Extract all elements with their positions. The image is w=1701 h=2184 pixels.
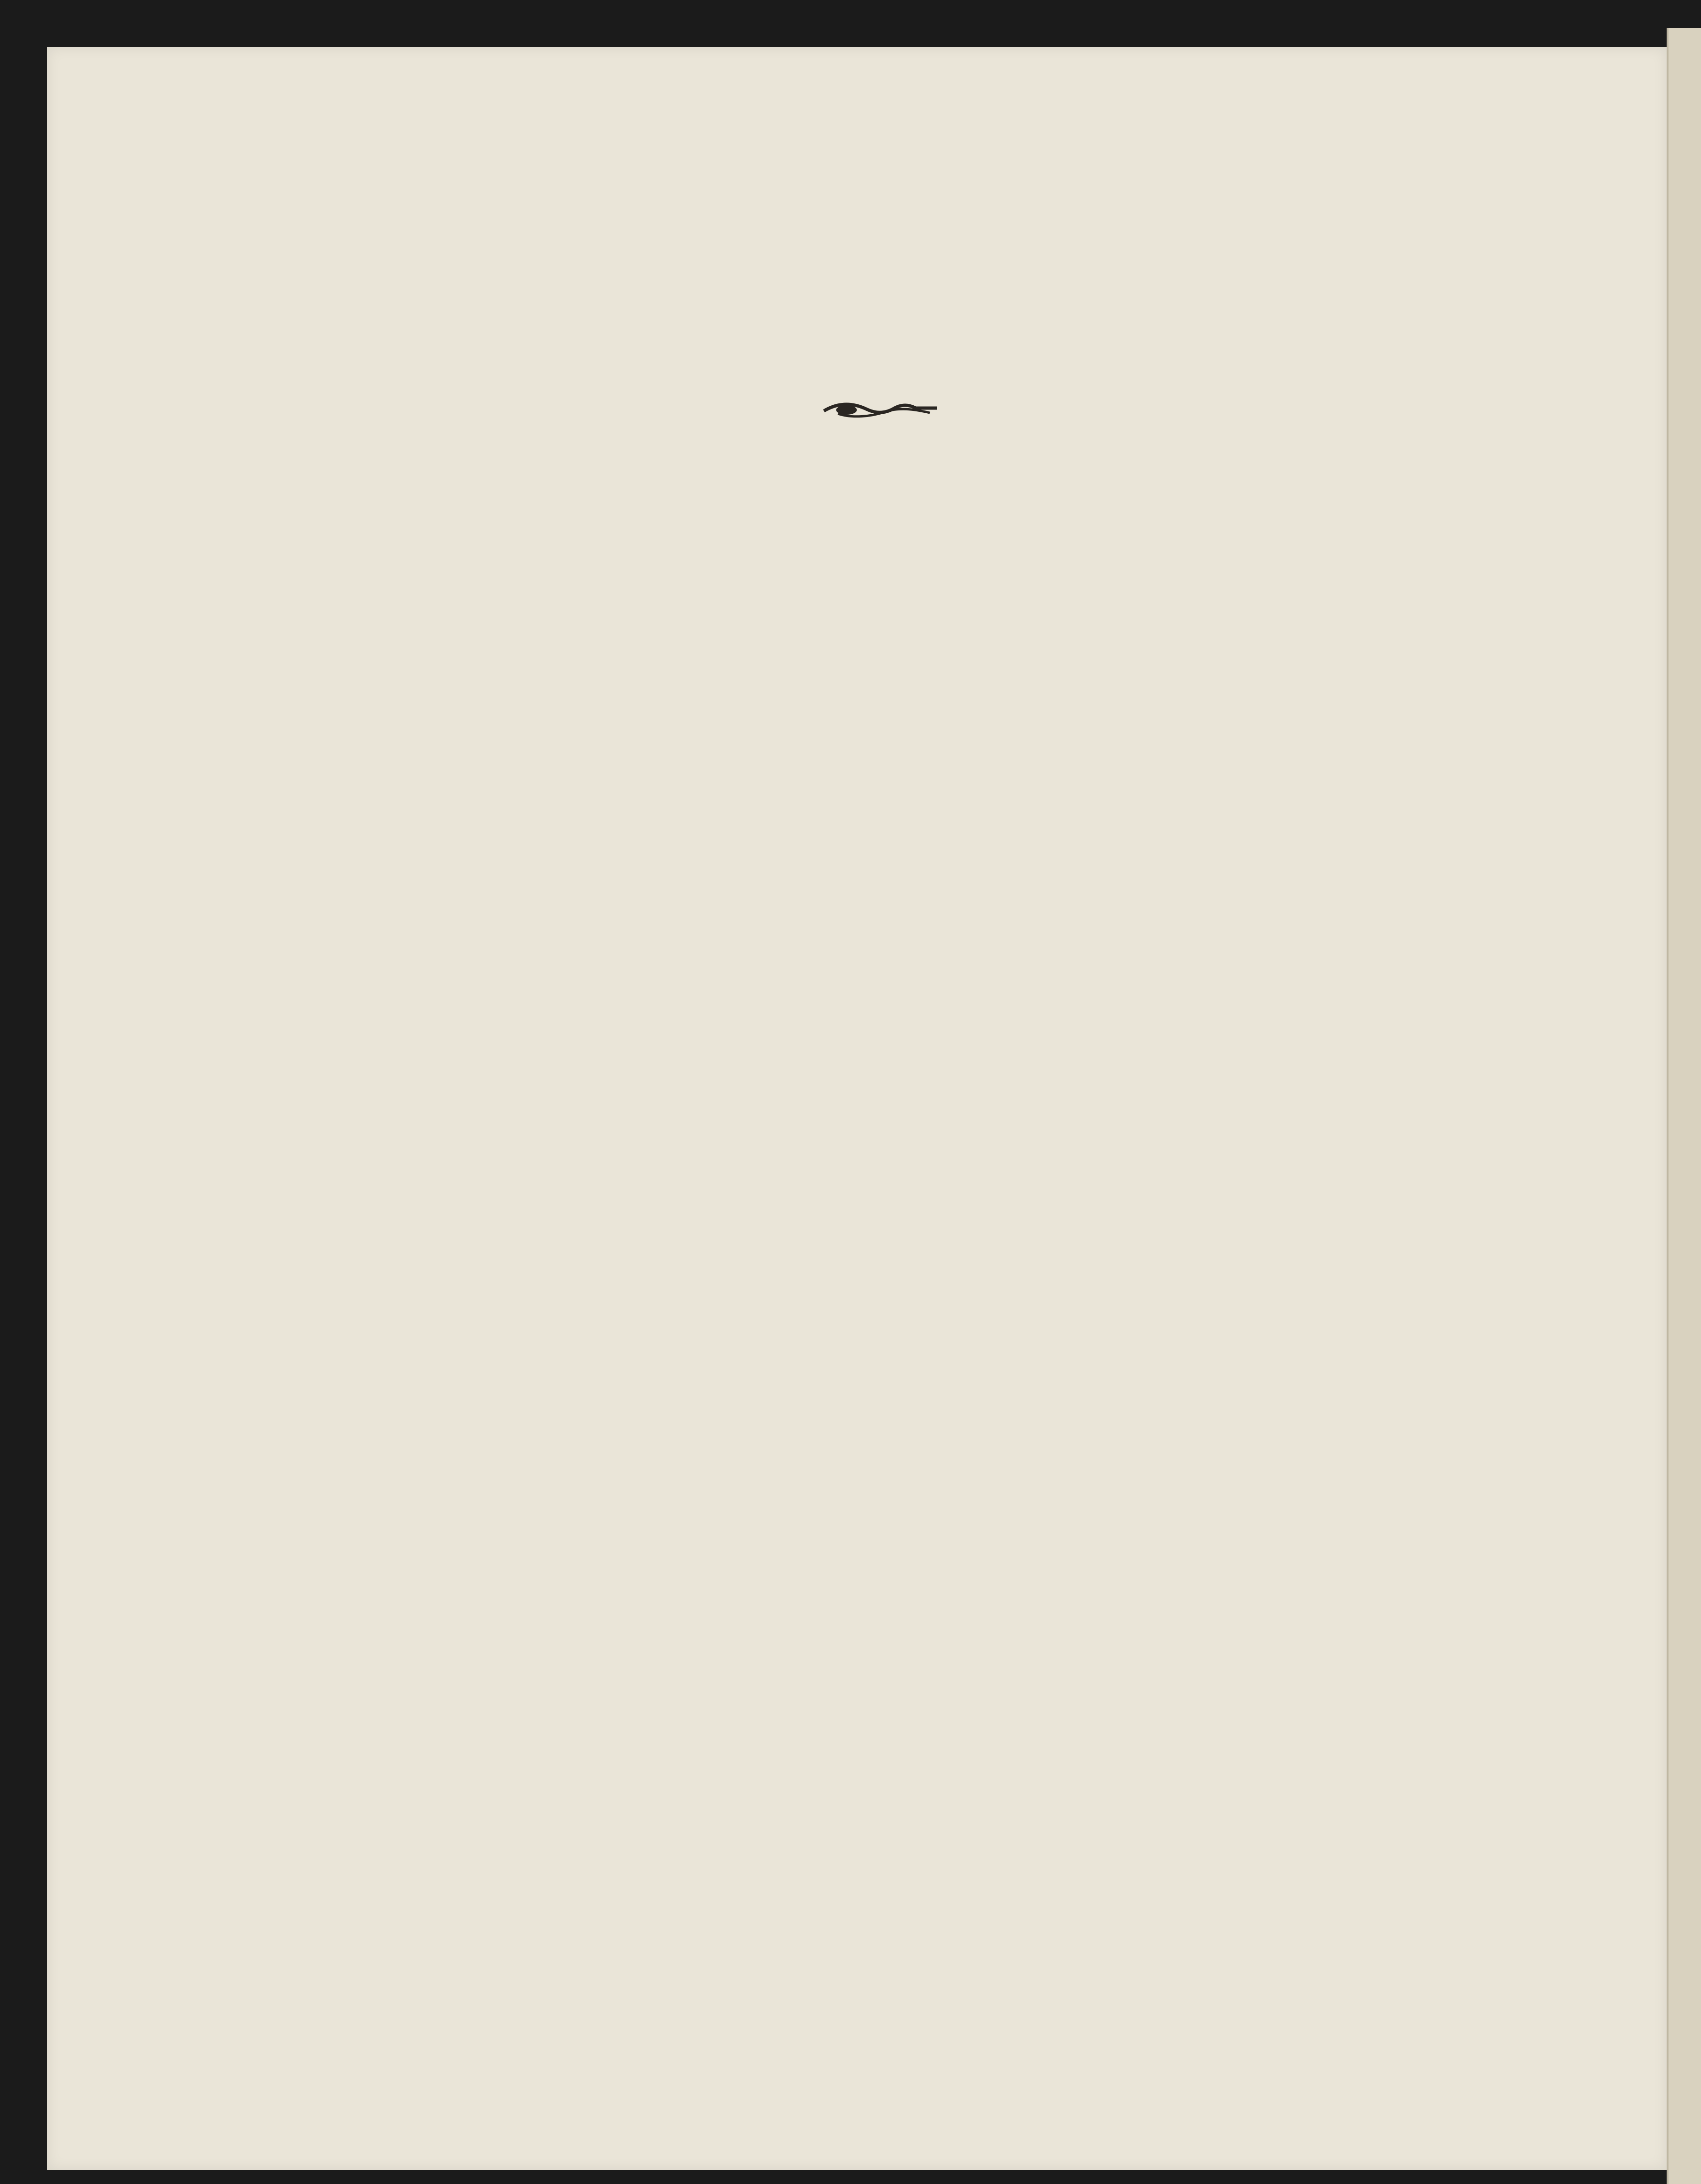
text-line: [1255, 988, 1542, 1016]
text-line: [241, 1205, 531, 1232]
text-line: [241, 1259, 531, 1286]
text-line: [239, 1720, 877, 1748]
text-line: [906, 1883, 1542, 1910]
text-line: [575, 1030, 1211, 1058]
text-line: [1255, 1530, 1542, 1557]
text-line: [1255, 1503, 1542, 1530]
text-line: [241, 934, 531, 962]
text-line: [241, 1124, 531, 1151]
text-line: [241, 1286, 531, 1314]
text-line: [575, 1058, 1211, 1085]
text-line: [239, 583, 877, 610]
text-line: [239, 1964, 877, 1991]
text-line: [1255, 907, 1542, 935]
text-line: [1255, 1232, 1542, 1260]
text-line: [241, 745, 531, 772]
text-line: [1255, 637, 1542, 664]
text-line: [575, 891, 1211, 919]
text-line: [241, 1557, 531, 1584]
text-line: [1255, 934, 1542, 962]
junior-copy-text: [575, 1158, 1211, 1297]
text-line: [239, 1666, 877, 1694]
text-line: [1255, 610, 1542, 637]
text-line: [1255, 664, 1542, 691]
text-line: [575, 1158, 1211, 1186]
text-line: [241, 1016, 531, 1043]
text-line: [1255, 1449, 1542, 1476]
text-line: [575, 863, 1211, 891]
text-line: [1255, 1070, 1542, 1097]
text-line: [906, 555, 1542, 583]
text-line: [241, 853, 531, 881]
top-right-column: [906, 447, 1542, 610]
text-line: [241, 1178, 531, 1205]
text-line: [241, 691, 531, 718]
text-line: [239, 1829, 877, 1856]
text-line: [575, 1241, 1211, 1269]
text-line: [1255, 1151, 1542, 1178]
text-line: [575, 1213, 1211, 1241]
text-line: [1255, 1124, 1542, 1151]
text-line: [906, 1937, 1542, 1964]
text-line: [575, 1002, 1211, 1030]
text-line: [906, 1855, 1542, 1883]
text-line: [241, 637, 531, 664]
text-line: [241, 962, 531, 989]
intro-paragraph: [239, 447, 877, 610]
text-line: [239, 1639, 877, 1666]
right-narrow-column: [1255, 610, 1542, 1638]
text-line: [906, 1666, 1542, 1694]
text-line: [241, 772, 531, 799]
text-line: [241, 988, 531, 1016]
adjacent-page-edge: [1667, 28, 1701, 2184]
text-line: [906, 1801, 1542, 1829]
bottom-right-column: [906, 1639, 1542, 1991]
text-line: [241, 718, 531, 745]
text-line: [241, 1503, 531, 1530]
text-line: [239, 529, 877, 556]
text-line: [1255, 1097, 1542, 1124]
text-line: [239, 1774, 877, 1802]
text-line: [906, 447, 1542, 474]
text-line: [239, 1747, 877, 1774]
text-line: [241, 1043, 531, 1070]
text-line: [1255, 1205, 1542, 1232]
text-line: [575, 1269, 1211, 1297]
text-line: [324, 501, 877, 529]
text-line: [241, 1097, 531, 1124]
text-line: [239, 1883, 877, 1910]
text-line: [1255, 772, 1542, 799]
text-line: [906, 583, 1542, 610]
text-line: [906, 1829, 1542, 1856]
text-line: [1255, 1476, 1542, 1503]
text-line: [575, 1186, 1211, 1213]
text-line: [239, 1937, 877, 1964]
text-line: [1255, 1367, 1542, 1395]
text-line: [241, 1367, 531, 1395]
text-line: [241, 1151, 531, 1178]
text-line: [1255, 1286, 1542, 1314]
text-line: [241, 880, 531, 907]
text-line: [241, 1313, 531, 1341]
text-line: [1255, 1395, 1542, 1422]
text-line: [241, 1530, 531, 1557]
text-line: [241, 826, 531, 853]
text-line: [575, 974, 1211, 1002]
text-line: [575, 835, 1211, 863]
text-line: [324, 447, 877, 474]
text-line: [1255, 691, 1542, 718]
text-line: [239, 1855, 877, 1883]
text-line: [1255, 962, 1542, 989]
text-line: [241, 907, 531, 935]
text-line: [1255, 718, 1542, 745]
text-line: [241, 1232, 531, 1260]
text-line: [1255, 826, 1542, 853]
text-line: [241, 1341, 531, 1368]
text-line: [1255, 799, 1542, 827]
senior-copy-text: [575, 835, 1211, 1085]
text-line: [1255, 1341, 1542, 1368]
flourish-ornament-icon: [819, 398, 942, 421]
text-line: [906, 529, 1542, 556]
text-line: [906, 1639, 1542, 1666]
text-line: [1255, 853, 1542, 881]
text-line: [906, 1720, 1542, 1748]
text-line: [1255, 1016, 1542, 1043]
text-line: [1255, 1584, 1542, 1611]
text-line: [1255, 745, 1542, 772]
text-line: [1255, 1557, 1542, 1584]
text-line: [906, 1693, 1542, 1720]
text-line: [241, 1611, 531, 1638]
text-line: [241, 1449, 531, 1476]
text-line: [241, 799, 531, 827]
text-line: [906, 1774, 1542, 1802]
text-line: [906, 1964, 1542, 1991]
text-line: [906, 1747, 1542, 1774]
bottom-left-column: [239, 1639, 877, 1991]
text-line: [906, 501, 1542, 529]
text-line: [239, 1801, 877, 1829]
text-line: [324, 474, 877, 502]
text-line: [241, 610, 531, 637]
text-line: [1255, 1259, 1542, 1286]
text-line: [241, 664, 531, 691]
text-line: [575, 947, 1211, 974]
text-line: [241, 1584, 531, 1611]
text-line: [1255, 880, 1542, 907]
left-narrow-column: [241, 610, 531, 1638]
text-line: [1255, 1313, 1542, 1341]
text-line: [575, 919, 1211, 947]
text-line: [241, 1070, 531, 1097]
text-line: [239, 1693, 877, 1720]
text-line: [239, 1910, 877, 1937]
text-line: [1255, 1043, 1542, 1070]
text-line: [241, 1395, 531, 1422]
text-line: [239, 555, 877, 583]
text-line: [241, 1476, 531, 1503]
text-line: [1255, 1611, 1542, 1638]
text-line: [1255, 1178, 1542, 1205]
text-line: [241, 1421, 531, 1449]
text-line: [906, 1910, 1542, 1937]
text-line: [1255, 1421, 1542, 1449]
text-line: [906, 474, 1542, 502]
